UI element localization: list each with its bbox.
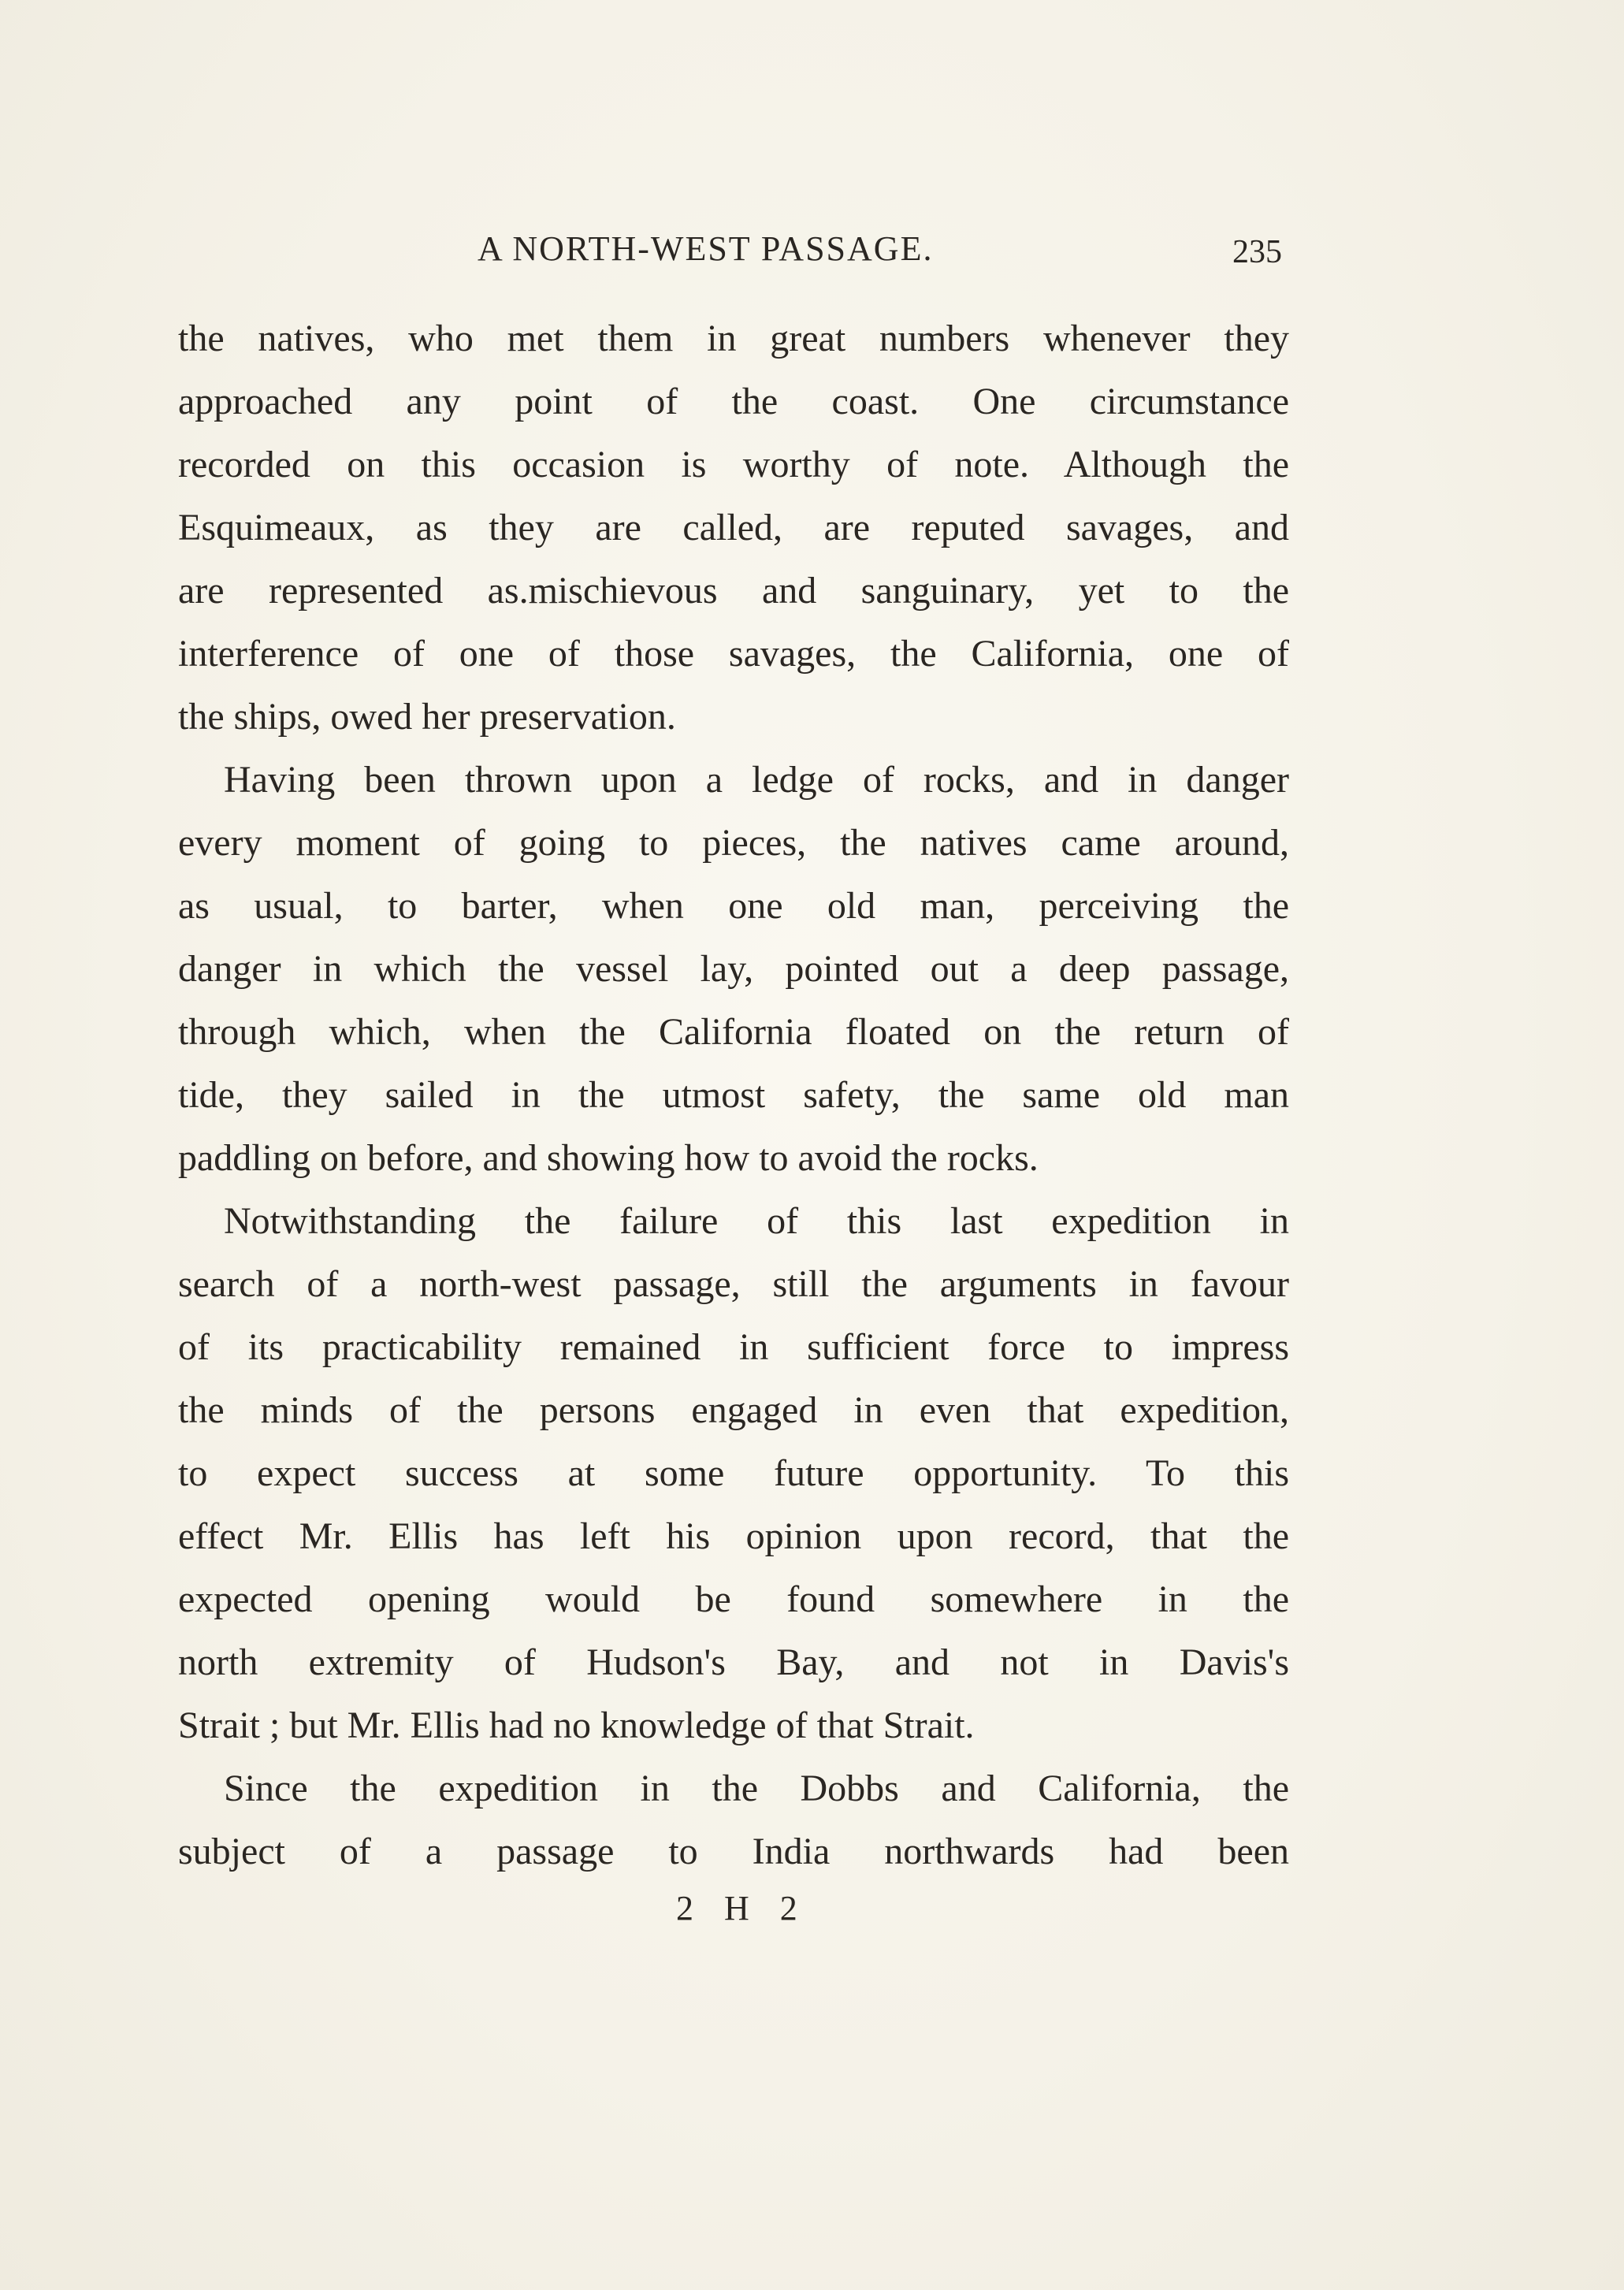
text-line: through which, when the California floated on the return of	[178, 1011, 1289, 1053]
text-line: search of a north-west passage, still the arguments in favour	[178, 1263, 1289, 1305]
text-line: Esquimeaux, as they are called, are reputed savages, and	[178, 507, 1289, 548]
text-line: the minds of the persons engaged in even that expedition,	[178, 1389, 1289, 1431]
text-line: recorded on this occasion is worthy of note. Although the	[178, 444, 1289, 485]
text-line: interference of one of those savages, the California, one of	[178, 633, 1289, 675]
text-line: the natives, who met them in great numbers whenever they	[178, 318, 1289, 359]
text-line: north extremity of Hudson's Bay, and not in Davis's	[178, 1641, 1289, 1683]
text-line: subject of a passage to India northwards had been	[178, 1831, 1289, 1872]
page-header	[0, 229, 1624, 276]
text-line: tide, they sailed in the utmost safety, the same old man	[178, 1074, 1289, 1116]
text-line: the ships, owed her preservation.	[178, 696, 676, 738]
page-number: 235	[1232, 234, 1282, 270]
text-line: of its practicability remained in sufficient force to impress	[178, 1326, 1289, 1368]
text-line: danger in which the vessel lay, pointed out a deep passage,	[178, 948, 1289, 990]
text-line: every moment of going to pieces, the natives came around,	[178, 822, 1289, 864]
text-line: as usual, to barter, when one old man, perceiving the	[178, 885, 1289, 927]
body-text	[178, 307, 1289, 1883]
text-line: expected opening would be found somewhere in the	[178, 1578, 1289, 1620]
text-line: are represented as.mischievous and sanguinary, yet to the	[178, 570, 1289, 612]
text-line: Strait ; but Mr. Ellis had no knowledge of that Strait.	[178, 1704, 975, 1746]
text-line: approached any point of the coast. One circumstance	[178, 381, 1289, 422]
text-line: Notwithstanding the failure of this last expedition in	[224, 1200, 1289, 1242]
running-title: A NORTH-WEST PASSAGE.	[478, 229, 934, 268]
signature-mark: 2 H 2	[676, 1889, 808, 1928]
text-line: to expect success at some future opportunity. To this	[178, 1452, 1289, 1494]
text-line: effect Mr. Ellis has left his opinion upon record, that the	[178, 1515, 1289, 1557]
text-line: Having been thrown upon a ledge of rocks, and in danger	[224, 759, 1289, 801]
text-line: Since the expedition in the Dobbs and California, the	[224, 1768, 1289, 1809]
text-line: paddling on before, and showing how to avoid the rocks.	[178, 1137, 1039, 1179]
